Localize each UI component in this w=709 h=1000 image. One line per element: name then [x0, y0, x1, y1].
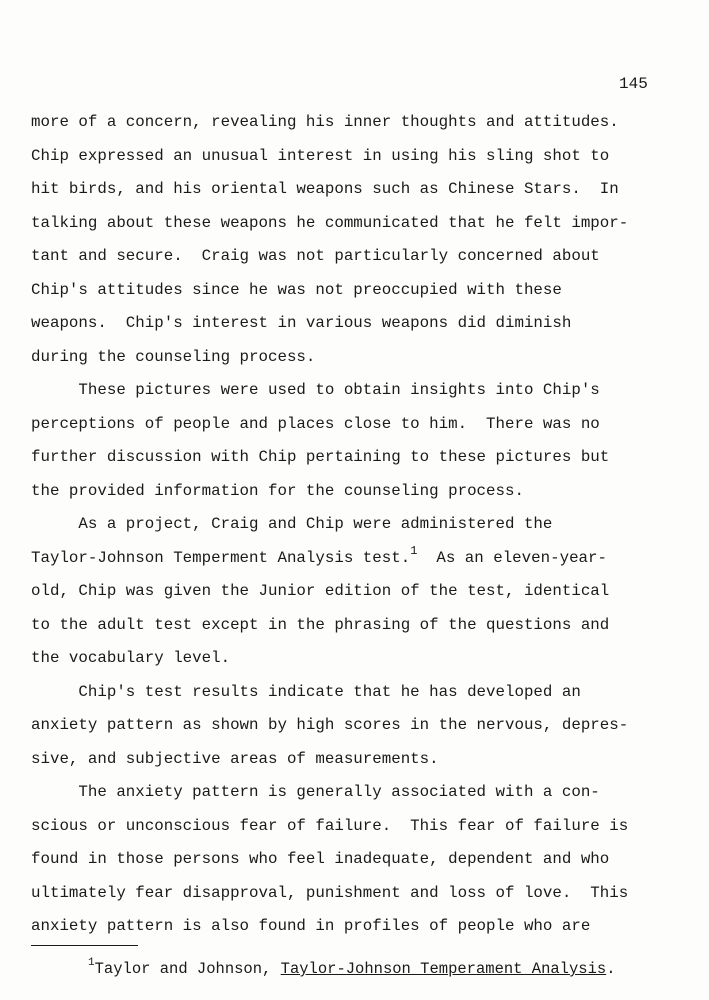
text-line: the vocabulary level. [31, 649, 231, 667]
text-line: As a project, Craig and Chip were administered the [31, 515, 553, 533]
text-line: talking about these weapons he communicated that he felt impor- [31, 213, 629, 232]
text-line: to the adult test except in the phrasing of the questions and [31, 615, 610, 634]
body-text [31, 106, 671, 944]
footnote-prefix: Taylor and Johnson, [94, 960, 281, 978]
text-line: These pictures were used to obtain insights into Chip's [31, 381, 600, 399]
text-line: The anxiety pattern is generally associated with a con- [31, 783, 600, 801]
text-line: anxiety pattern is also found in profiles of people who are [31, 917, 591, 935]
text-line: anxiety pattern as shown by high scores in the nervous, depres- [31, 716, 629, 734]
text-line-with-footnote [31, 542, 671, 576]
text-line: Chip expressed an unusual interest in using his sling shot to [31, 146, 610, 165]
footnote-marker: 1 [88, 957, 95, 969]
text-line: ultimately fear disapproval, punishment and loss of love. This [31, 883, 629, 902]
text-line: scious or unconscious fear of failure. This fear of failure is [31, 816, 629, 835]
text-line: the provided information for the counseling process. [31, 481, 524, 500]
text-line: tant and secure. Craig was not particularly concerned about [31, 247, 600, 265]
text-line: further discussion with Chip pertaining to these pictures but [31, 448, 610, 466]
footnote-reference: 1 [410, 543, 418, 558]
text-line-end: As an eleven-year- [417, 548, 607, 567]
text-line: more of a concern, revealing his inner thoughts and attitudes. [31, 113, 619, 131]
text-line: during the counseling process. [31, 347, 316, 366]
footnote [88, 957, 616, 978]
text-line: perceptions of people and places close to him. There was no [31, 414, 600, 433]
footnote-suffix: . [606, 960, 616, 978]
text-line-start: Taylor-Johnson Temperment Analysis test. [31, 548, 411, 567]
text-line: sive, and subjective areas of measurements. [31, 749, 439, 768]
text-line: Chip's test results indicate that he has developed an [31, 682, 581, 701]
footnote-divider [31, 945, 138, 946]
footnote-title: Taylor-Johnson Temperament Analysis [280, 960, 607, 978]
page-number: 145 [619, 75, 648, 93]
text-line: found in those persons who feel inadequate, dependent and who [31, 850, 610, 868]
text-line: Chip's attitudes since he was not preoccupied with these [31, 280, 562, 299]
text-line: old, Chip was given the Junior edition of the test, identical [31, 582, 610, 600]
text-line: hit birds, and his oriental weapons such as Chinese Stars. In [31, 180, 619, 198]
text-line: weapons. Chip's interest in various weapons did diminish [31, 314, 572, 332]
